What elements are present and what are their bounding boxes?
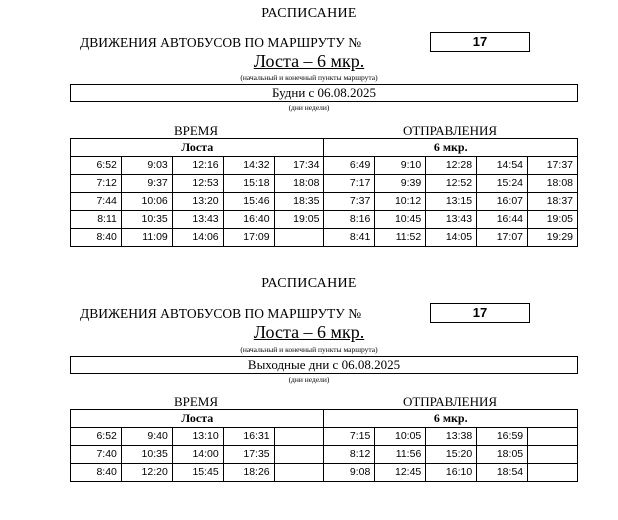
time-cell <box>274 464 324 482</box>
table-row <box>71 464 578 482</box>
time-cell: 7:12 <box>71 175 122 193</box>
time-cell <box>528 464 578 482</box>
time-cell: 17:37 <box>528 157 578 175</box>
departure-header: ОТПРАВЛЕНИЯ <box>402 123 498 138</box>
time-cell: 13:43 <box>426 211 477 229</box>
stop-name-right: 6 мкр. <box>324 410 578 428</box>
time-header: ВРЕМЯ <box>173 123 219 138</box>
time-cell: 7:15 <box>324 428 375 446</box>
time-cell: 17:35 <box>223 446 274 464</box>
time-cell: 17:34 <box>274 157 324 175</box>
time-cell: 12:45 <box>375 464 426 482</box>
time-cell: 12:28 <box>426 157 477 175</box>
time-cell: 12:53 <box>172 175 223 193</box>
endpoints-caption: (начальный и конечный пункты маршрута) <box>240 345 378 354</box>
time-cell: 8:11 <box>71 211 122 229</box>
time-cell: 8:40 <box>71 229 122 247</box>
time-cell <box>274 229 324 247</box>
time-cell: 16:07 <box>477 193 528 211</box>
time-cell: 10:06 <box>121 193 172 211</box>
time-cell: 8:41 <box>324 229 375 247</box>
time-cell: 9:08 <box>324 464 375 482</box>
time-cell: 14:54 <box>477 157 528 175</box>
time-cell: 13:15 <box>426 193 477 211</box>
time-cell <box>528 446 578 464</box>
time-cell <box>274 446 324 464</box>
time-cell: 14:00 <box>172 446 223 464</box>
time-cell: 18:37 <box>528 193 578 211</box>
time-cell: 16:59 <box>477 428 528 446</box>
route-label: ДВИЖЕНИЯ АВТОБУСОВ ПО МАРШРУТУ № <box>80 306 362 321</box>
time-cell: 18:08 <box>274 175 324 193</box>
table-row <box>71 193 578 211</box>
time-cell: 9:40 <box>121 428 172 446</box>
time-cell: 9:39 <box>375 175 426 193</box>
time-cell: 11:52 <box>375 229 426 247</box>
time-cell: 17:09 <box>223 229 274 247</box>
time-cell: 15:18 <box>223 175 274 193</box>
time-cell: 6:52 <box>71 157 122 175</box>
time-cell: 14:05 <box>426 229 477 247</box>
time-cell: 11:56 <box>375 446 426 464</box>
time-cell: 10:45 <box>375 211 426 229</box>
time-cell: 14:06 <box>172 229 223 247</box>
time-cell: 18:35 <box>274 193 324 211</box>
days-caption: (дни недели) <box>288 375 330 384</box>
schedule-title: РАСПИСАНИЕ <box>261 276 357 291</box>
time-cell <box>528 428 578 446</box>
time-cell: 16:31 <box>223 428 274 446</box>
time-cell: 7:40 <box>71 446 122 464</box>
time-cell: 12:20 <box>121 464 172 482</box>
time-cell: 6:49 <box>324 157 375 175</box>
time-cell: 13:10 <box>172 428 223 446</box>
time-cell: 13:38 <box>426 428 477 446</box>
time-cell: 19:05 <box>528 211 578 229</box>
time-cell: 17:07 <box>477 229 528 247</box>
time-cell: 12:52 <box>426 175 477 193</box>
route-number: 17 <box>430 32 530 52</box>
stop-name-left: Лоста <box>71 410 324 428</box>
route-endpoints: Лоста – 6 мкр. <box>253 51 365 71</box>
time-cell: 10:35 <box>121 211 172 229</box>
route-label: ДВИЖЕНИЯ АВТОБУСОВ ПО МАРШРУТУ № <box>80 35 362 50</box>
schedule-table-weekdays <box>70 138 578 247</box>
table-row <box>71 211 578 229</box>
time-cell: 15:20 <box>426 446 477 464</box>
time-cell: 8:40 <box>71 464 122 482</box>
time-header: ВРЕМЯ <box>173 394 219 409</box>
time-cell <box>274 428 324 446</box>
table-row <box>71 428 578 446</box>
time-cell: 18:26 <box>223 464 274 482</box>
table-row <box>71 229 578 247</box>
route-number: 17 <box>430 303 530 323</box>
time-cell: 12:16 <box>172 157 223 175</box>
time-cell: 9:37 <box>121 175 172 193</box>
time-cell: 18:08 <box>528 175 578 193</box>
time-cell: 8:12 <box>324 446 375 464</box>
time-cell: 9:03 <box>121 157 172 175</box>
stop-name-left: Лоста <box>71 139 324 157</box>
time-cell: 16:40 <box>223 211 274 229</box>
route-endpoints: Лоста – 6 мкр. <box>253 322 365 342</box>
time-cell: 13:20 <box>172 193 223 211</box>
time-cell: 15:24 <box>477 175 528 193</box>
schedule-title: РАСПИСАНИЕ <box>261 6 357 21</box>
stop-name-right: 6 мкр. <box>324 139 578 157</box>
time-cell: 15:46 <box>223 193 274 211</box>
time-cell: 7:17 <box>324 175 375 193</box>
days-caption: (дни недели) <box>288 103 330 112</box>
time-cell: 18:54 <box>477 464 528 482</box>
days-box: Выходные дни с 06.08.2025 <box>70 356 578 374</box>
time-cell: 8:16 <box>324 211 375 229</box>
time-cell: 16:44 <box>477 211 528 229</box>
table-row <box>71 446 578 464</box>
schedule-table-weekends <box>70 409 578 482</box>
time-cell: 9:10 <box>375 157 426 175</box>
time-cell: 14:32 <box>223 157 274 175</box>
time-cell: 13:43 <box>172 211 223 229</box>
time-cell: 18:05 <box>477 446 528 464</box>
departure-header: ОТПРАВЛЕНИЯ <box>402 394 498 409</box>
table-row <box>71 157 578 175</box>
time-cell: 6:52 <box>71 428 122 446</box>
time-cell: 15:45 <box>172 464 223 482</box>
endpoints-caption: (начальный и конечный пункты маршрута) <box>240 73 378 82</box>
time-cell: 10:05 <box>375 428 426 446</box>
time-cell: 10:35 <box>121 446 172 464</box>
time-cell: 11:09 <box>121 229 172 247</box>
time-cell: 16:10 <box>426 464 477 482</box>
time-cell: 10:12 <box>375 193 426 211</box>
table-row <box>71 175 578 193</box>
days-box: Будни с 06.08.2025 <box>70 84 578 102</box>
time-cell: 19:05 <box>274 211 324 229</box>
time-cell: 7:44 <box>71 193 122 211</box>
time-cell: 19:29 <box>528 229 578 247</box>
time-cell: 7:37 <box>324 193 375 211</box>
